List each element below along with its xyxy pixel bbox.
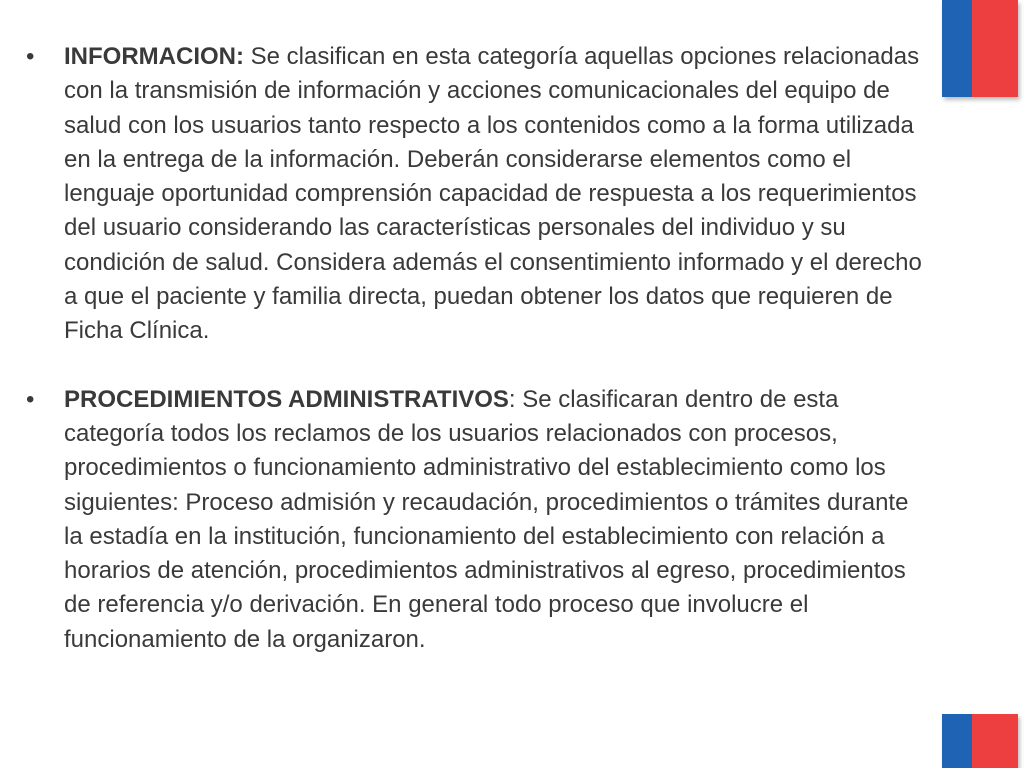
chile-flag-emblem-top <box>942 0 1018 97</box>
bullet-icon: • <box>26 43 35 70</box>
flag-blue-stripe <box>942 0 972 97</box>
flag-blue-stripe <box>942 714 972 768</box>
bullet-term: PROCEDIMIENTOS ADMINISTRATIVOS <box>64 385 509 413</box>
bullet-text: : Se clasificaran dentro de esta categoría todos los reclamos de los usuarios relacionados con procesos, procedimientos o funcionamiento administrativo del establecimiento como los siguientes: Proceso admisión y recaudación, procedimientos o trámites durante la estadía en la institución, funcionamiento del establecimiento con relación a horarios de atención, procedimientos administrativos al egreso, procedimientos de referencia y/o derivación. En general todo proceso que involucre el funcionamiento de la organizaron. <box>64 385 909 653</box>
bullet-list <box>26 40 926 691</box>
flag-red-stripe <box>972 0 1018 97</box>
flag-red-stripe <box>972 714 1018 768</box>
bullet-item-procedimientos <box>26 383 926 657</box>
bullet-icon: • <box>26 385 35 413</box>
bullet-item-informacion <box>26 40 926 349</box>
bullet-text: Se clasifican en esta categoría aquellas opciones relacionadas con la transmisión de información y acciones comunicacionales del equipo de salud con los usuarios tanto respecto a los contenidos como a la forma utilizada en la entrega de la información. Deberán considerarse elementos como el lenguaje oportunidad comprensión capacidad de respuesta a los requerimientos del usuario considerando las características personales del individuo y su condición de salud. Considera además el consentimiento informado y el derecho a que el paciente y familia directa, puedan obtener los datos que requieren de Ficha Clínica. <box>64 43 922 345</box>
chile-flag-emblem-bottom <box>942 714 1018 768</box>
bullet-term: INFORMACION: <box>64 43 244 70</box>
